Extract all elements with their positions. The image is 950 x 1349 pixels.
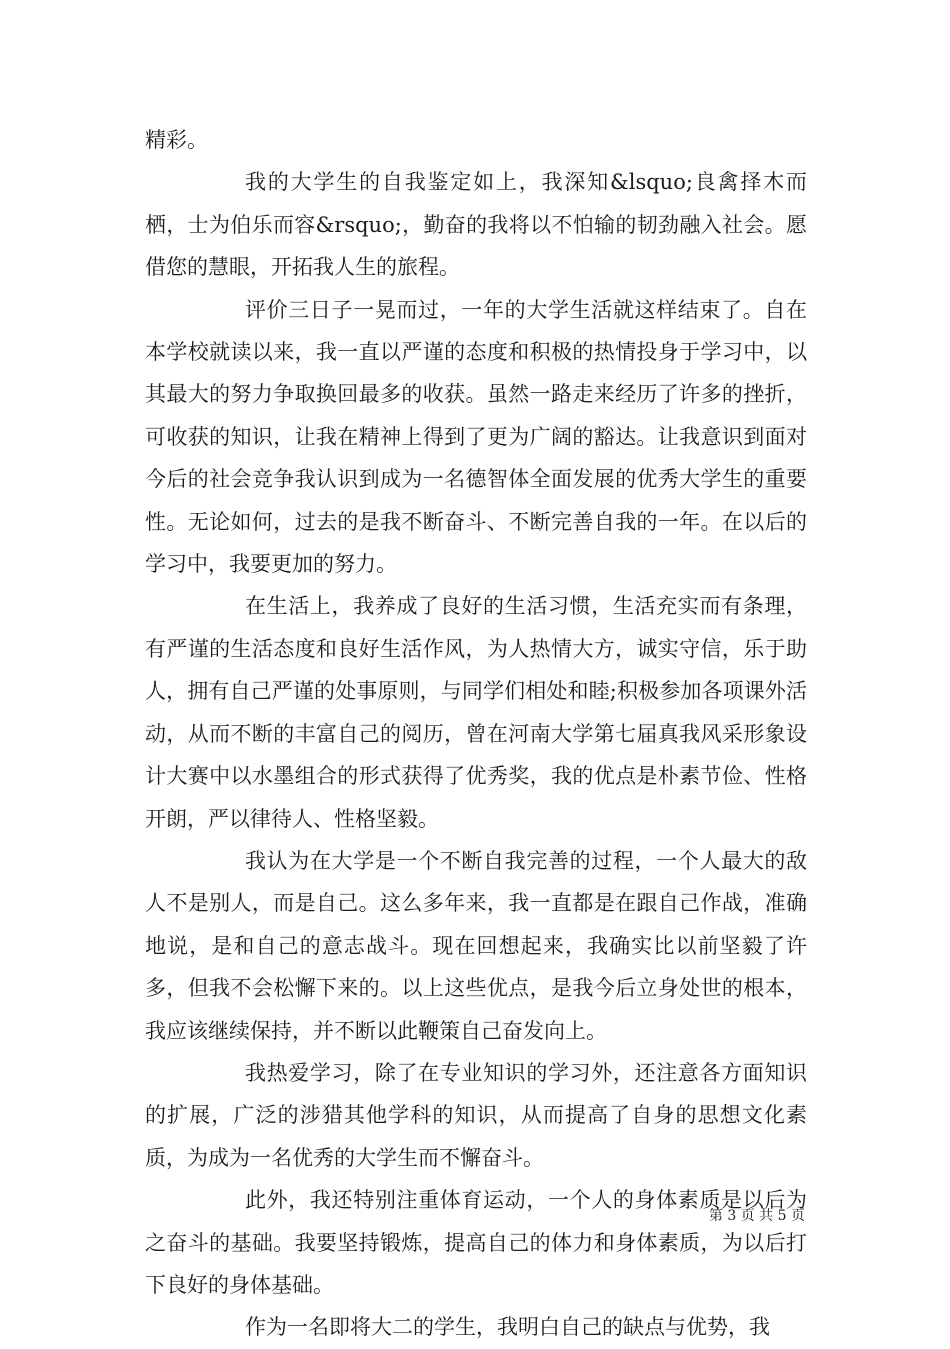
paragraph: 我的大学生的自我鉴定如上，我深知&lsquo;良禽择木而栖，士为伯乐而容&rsquo;，勤奋的我将以不怕输的韧劲融入社会。愿借您的慧眼，开拓我人生的旅程。 (145, 170, 807, 280)
paragraph: 此外，我还特别注重体育运动，一个人的身体素质是以后为之奋斗的基础。我要坚持锻炼，提高自己的体力和身体素质，为以后打下良好的身体基础。 (145, 1188, 807, 1297)
paragraph: 在生活上，我养成了良好的生活习惯，生活充实而有条理，有严谨的生活态度和良好生活作风，为人热情大方，诚实守信，乐于助人，拥有自己严谨的处事原则，与同学们相处和睦;积极参加各项课外活动，从而不断的丰富自己的阅历，曾在河南大学第七届真我风采形象设计大赛中以水墨组合的形式获得了优秀奖，我的优点是朴素节俭、性格开朗，严以律待人、性格坚毅。 (145, 594, 807, 831)
document-body (145, 119, 807, 1349)
paragraph: 作为一名即将大二的学生，我明白自己的缺点与优势，我 (245, 1315, 770, 1340)
page-number: 第 3 页 共 5 页 (708, 1208, 805, 1224)
paragraph: 评价三日子一晃而过，一年的大学生活就这样结束了。自在本学校就读以来，我一直以严谨的态度和积极的热情投身于学习中，以其最大的努力争取换回最多的收获。虽然一路走来经历了许多的挫折，可收获的知识，让我在精神上得到了更为广阔的豁达。让我意识到面对今后的社会竞争我认识到成为一名德智体全面发展的优秀大学生的重要性。无论如何，过去的是我不断奋斗、不断完善自我的一年。在以后的学习中，我要更加的努力。 (145, 297, 807, 577)
paragraph: 我热爱学习，除了在专业知识的学习外，还注意各方面知识的扩展，广泛的涉猎其他学科的知识，从而提高了自身的思想文化素质，为成为一名优秀的大学生而不懈奋斗。 (145, 1060, 807, 1170)
paragraph: 我认为在大学是一个不断自我完善的过程，一个人最大的敌人不是别人，而是自己。这么多年来，我一直都是在跟自己作战，准确地说，是和自己的意志战斗。现在回想起来，我确实比以前坚毅了许多，但我不会松懈下来的。以上这些优点，是我今后立身处世的根本，我应该继续保持，并不断以此鞭策自己奋发向上。 (145, 848, 807, 1043)
paragraph: 精彩。 (145, 128, 208, 152)
